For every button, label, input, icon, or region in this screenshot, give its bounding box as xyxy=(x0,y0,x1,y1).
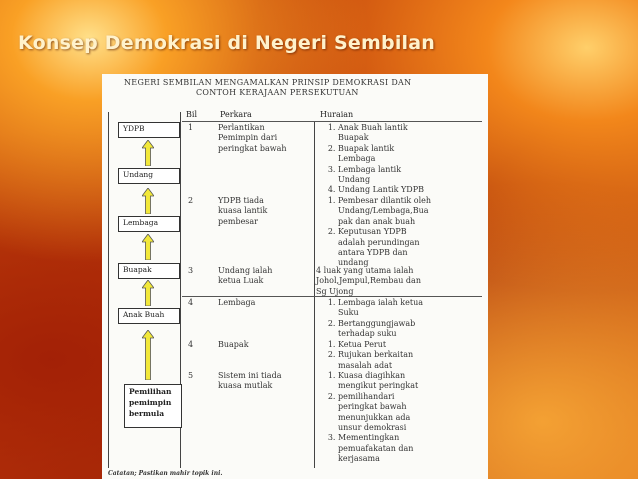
hierarchy-box-anak-buah: Anak Buah xyxy=(118,308,180,324)
list-item: 3. Lembaga lantik Undang xyxy=(338,165,424,186)
column-header-huraian: Huraian xyxy=(320,110,354,119)
header-rule xyxy=(182,121,482,122)
row1-huraian xyxy=(316,123,424,196)
column-header-bil: Bil xyxy=(186,110,197,119)
row3-huraian: 4 luak yang utama ialah Johol,Jempul,Rembau dan Sg Ujong xyxy=(316,266,421,296)
list-item: 1. Ketua Perut xyxy=(338,340,413,350)
hierarchy-box-undang: Undang xyxy=(118,168,180,184)
row1-perkara: Perlantikan Pemimpin dari peringkat bawah xyxy=(218,123,287,153)
hierarchy-box-buapak: Buapak xyxy=(118,263,180,279)
row4-huraian xyxy=(316,298,423,340)
hierarchy-box-lembaga: Lembaga xyxy=(118,216,180,232)
list-item: 4. Undang Lantik YDPB xyxy=(338,185,424,195)
row6-bil: 5 xyxy=(188,371,194,380)
row2-bil: 2 xyxy=(188,196,194,205)
hierarchy-start-box: Pemilihan pemimpin bermula xyxy=(124,384,182,428)
document-note: Catatan; Pastikan mahir topik ini. xyxy=(108,470,223,477)
document-image xyxy=(102,74,488,479)
up-arrow-icon xyxy=(142,330,154,380)
up-arrow-icon xyxy=(142,280,154,306)
row2-perkara: YDPB tiada kuasa lantik pembesar xyxy=(218,196,268,226)
row-rule xyxy=(182,296,482,297)
row1-bil: 1 xyxy=(188,123,194,132)
list-item: 2. Buapak lantik Lembaga xyxy=(338,144,424,165)
slide-title: Konsep Demokrasi di Negeri Sembilan xyxy=(18,32,435,54)
list-item: 2. Bertanggungjawab terhadap suku xyxy=(338,319,423,340)
up-arrow-icon xyxy=(142,188,154,214)
left-border-line xyxy=(108,112,109,468)
list-item: 2. Keputusan YDPB adalah perundingan antara YDPB dan undang xyxy=(338,227,431,269)
list-item: 2. pemilihandari peringkat bawah menunjukkan ada unsur demokrasi xyxy=(338,392,418,434)
document-heading-line1: NEGERI SEMBILAN MENGAMALKAN PRINSIP DEMOKRASI DAN xyxy=(124,78,412,87)
row4-bil: 4 xyxy=(188,298,194,307)
column-header-perkara: Perkara xyxy=(220,110,252,119)
row3-bil: 3 xyxy=(188,266,194,275)
list-item: 1. Pembesar dilantik oleh Undang/Lembaga,Bua pak dan anak buah xyxy=(338,196,431,227)
row6-huraian xyxy=(316,371,418,465)
row5-perkara: Buapak xyxy=(218,340,249,349)
list-item: 1. Anak Buah lantik Buapak xyxy=(338,123,424,144)
row3-perkara: Undang ialah ketua Luak xyxy=(218,266,273,286)
hierarchy-box-ydpb: YDPB xyxy=(118,122,180,138)
up-arrow-icon xyxy=(142,140,154,166)
list-item: 3. Mementingkan pemuafakatan dan kerjasama xyxy=(338,433,418,464)
row5-bil: 4 xyxy=(188,340,194,349)
row6-perkara: Sistem ini tiada kuasa mutlak xyxy=(218,371,282,391)
document-heading xyxy=(124,78,484,98)
document-heading-line2: CONTOH KERAJAAN PERSEKUTUAN xyxy=(196,88,359,97)
list-item: 2. Rujukan berkaitan masalah adat xyxy=(338,350,413,371)
row2-huraian xyxy=(316,196,431,269)
row4-perkara: Lembaga xyxy=(218,298,256,307)
column-divider-line xyxy=(314,122,315,468)
up-arrow-icon xyxy=(142,234,154,260)
row5-huraian xyxy=(316,340,413,371)
list-item: 1. Kuasa diagihkan mengikut peringkat xyxy=(338,371,418,392)
list-item: 1. Lembaga ialah ketua Suku xyxy=(338,298,423,319)
